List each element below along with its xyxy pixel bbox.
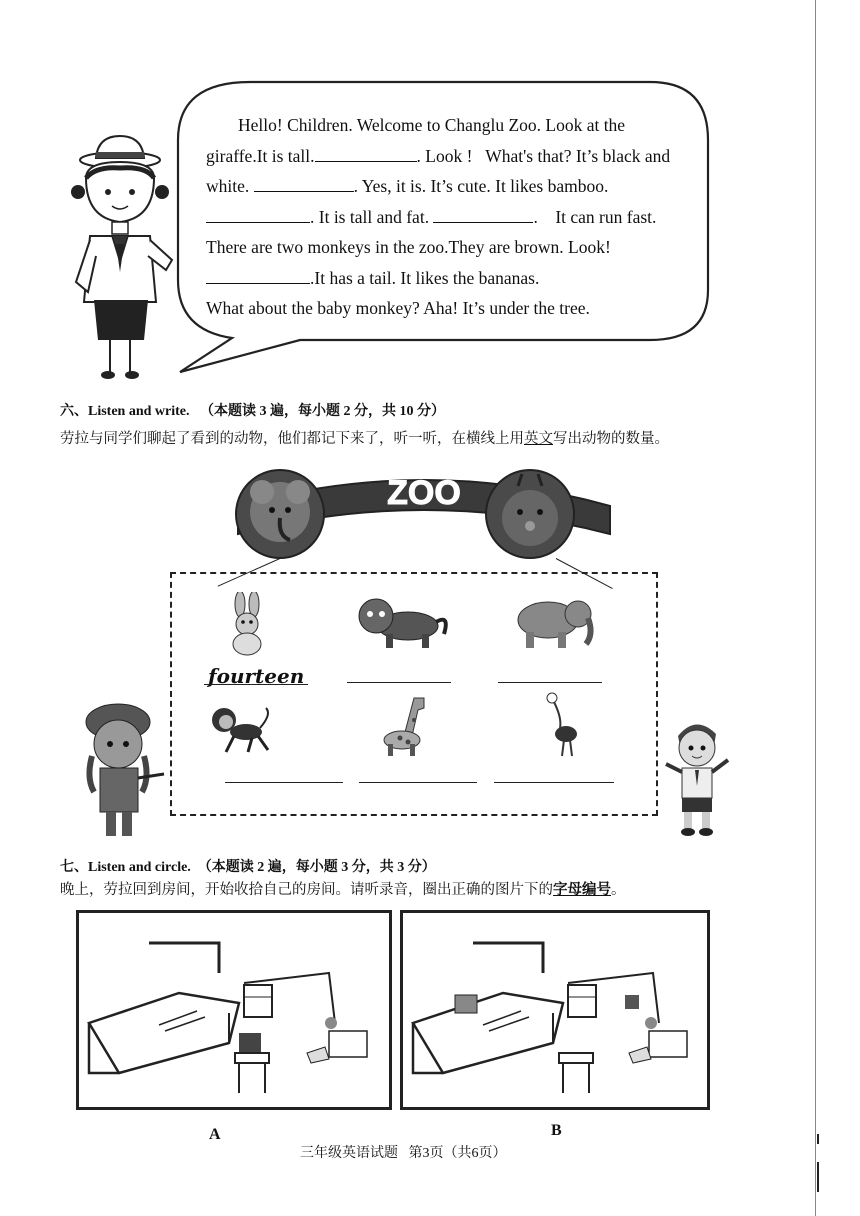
answer-blank-1[interactable]	[315, 145, 417, 162]
answer-line-rabbit[interactable]	[204, 684, 308, 685]
answer-line-elephant[interactable]	[498, 682, 602, 683]
monkey-icon	[208, 704, 274, 756]
bedroom-picture-a[interactable]	[76, 910, 392, 1110]
answer-blank-3[interactable]	[206, 206, 310, 223]
section6-title: 六、Listen and write. （本题读 3 遍，每小题 2 分，共 10 分）	[60, 404, 445, 419]
passage-line-5: There are two monkeys in the zoo.They are brown. Look!	[206, 237, 611, 257]
section6-instructions: 劳拉与同学们聊起了看到的动物，他们都记下来了，听一听，在横线上用英文写出动物的数量。	[60, 431, 669, 447]
passage-line-1: Hello! Children. Welcome to Changlu Zoo. Look at the	[238, 115, 626, 135]
giraffe-icon	[378, 694, 434, 758]
bedroom-a-scene	[79, 913, 389, 1107]
passage-line-4: . It is tall and fat. . It can run fast.	[206, 202, 706, 233]
bedroom-picture-b[interactable]	[400, 910, 710, 1110]
answer-blank-5[interactable]	[206, 267, 310, 284]
bubble-passage	[206, 110, 706, 324]
passage-line-7: What about the baby monkey? Aha! It’s under the tree.	[206, 298, 590, 318]
tour-guide-girl-icon	[68, 132, 180, 382]
edge-mark-2	[817, 1162, 819, 1192]
option-b-label[interactable]: B	[551, 1122, 562, 1139]
option-a-label[interactable]: A	[209, 1126, 221, 1143]
tiger-icon	[352, 594, 452, 652]
section7-title: 七、Listen and circle. （本题读 2 遍，每小题 3 分，共 3 分）	[60, 860, 436, 875]
answer-blank-2[interactable]	[254, 175, 354, 192]
answer-line-tiger[interactable]	[347, 682, 451, 683]
girl-character-icon	[78, 700, 170, 840]
boy-character-icon	[660, 714, 734, 838]
answer-blank-4[interactable]	[433, 206, 533, 223]
passage-line-3: white. . Yes, it is. It’s cute. It likes bamboo.	[206, 176, 609, 196]
passage-line-6: .It has a tail. It likes the bananas.	[206, 263, 706, 294]
edge-mark-1	[817, 1134, 819, 1144]
answer-line-giraffe[interactable]	[359, 782, 477, 783]
rabbit-icon	[222, 592, 272, 658]
page-footer: 三年级英语试题 第3页（共6页）	[300, 1146, 507, 1161]
section7-instructions: 晚上，劳拉回到房间，开始收拾自己的房间。请听录音，圈出正确的图片下的字母编号。	[60, 882, 626, 898]
ostrich-icon	[544, 690, 580, 758]
bedroom-b-scene	[403, 913, 707, 1107]
elephant-icon	[512, 594, 596, 652]
zoo-banner	[228, 464, 620, 576]
zoo-banner-text: ZOO	[387, 474, 461, 512]
example-answer-fourteen: fourteen	[208, 664, 305, 688]
answer-line-monkey[interactable]	[225, 782, 343, 783]
passage-line-2: giraffe.It is tall. . Look ! What's that? It’s black and	[206, 145, 671, 166]
answer-line-ostrich[interactable]	[494, 782, 614, 783]
